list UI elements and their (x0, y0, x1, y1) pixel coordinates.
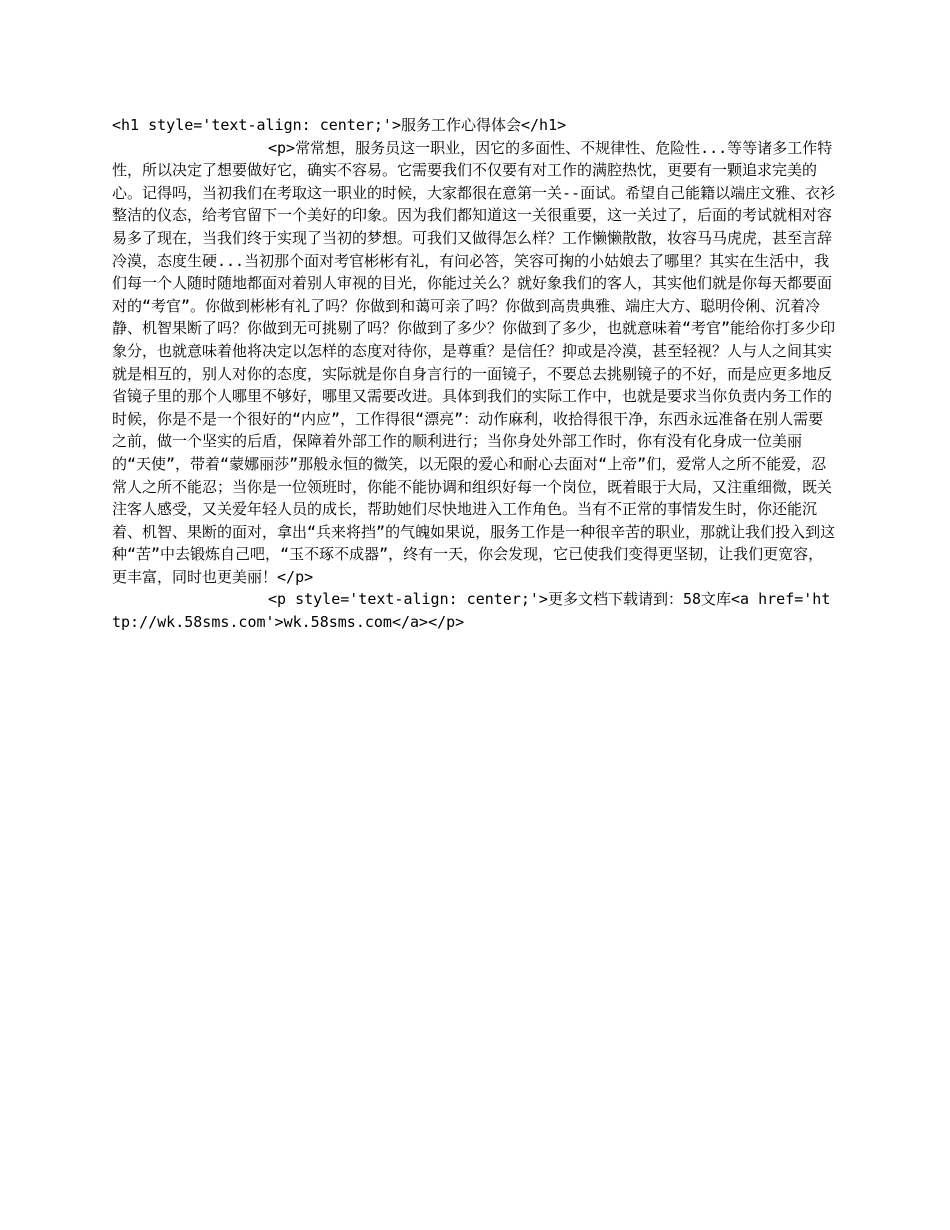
heading-source-line: <h1 style='text-align: center;'>服务工作心得体会</h1> (112, 116, 567, 134)
body-paragraph-source: <p>常常想，服务员这一职业，因它的多面性、不规律性、危险性...等等诸多工作特性，所以决定了想要做好它，确实不容易。它需要我们不仅要有对工作的满腔热忱，更要有一颗追求完美的心。记得吗，当初我们在考取这一职业的时候，大家都很在意第一关--面试。希望自己能籍以端庄文雅、衣衫整洁的仪态，给考官留下一个美好的印象。因为我们都知道这一关很重要，这一关过了，后面的考试就相对容易多了现在，当我们终于实现了当初的梦想。可我们又做得怎么样？工作懒懒散散，妆容马马虎虎，甚至言辞冷漠，态度生硬...当初那个面对考官彬彬有礼，有问必答，笑容可掬的小姑娘去了哪里？其实在生活中，我们每一个人随时随地都面对着别人审视的目光，你能过关么？就好象我们的客人，其实他们就是你每天都要面对的“考官”。你做到彬彬有礼了吗？你做到和蔼可亲了吗？你做到高贵典雅、端庄大方、聪明伶俐、沉着冷静、机智果断了吗？你做到无可挑剔了吗？你做到了多少？你做到了多少，也就意味着“考官”能给你打多少印象分，也就意味着他将决定以怎样的态度对待你，是尊重？是信任？抑或是冷漠，甚至轻视？人与人之间其实就是相互的，别人对你的态度，实际就是你自身言行的一面镜子，不要总去挑剔镜子的不好，而是应更多地反省镜子里的那个人哪里不够好，哪里又需要改进。具体到我们的实际工作中，也就是要求当你负责内务工作的时候，你是不是一个很好的“内应”，工作得很“漂亮”：动作麻利，收拾得很干净，东西永远准备在别人需要之前，做一个坚实的后盾，保障着外部工作的顺利进行；当你身处外部工作时，你有没有化身成一位美丽的“天使”，带着“蒙娜丽莎”那般永恒的微笑，以无限的爱心和耐心去面对“上帝”们，爱常人之所不能爱，忍常人之所不能忍；当你是一位领班时，你能不能协调和组织好每一个岗位，既着眼于大局，又注重细微，既关注客人感受，又关爱年轻人员的成长，帮助她们尽快地进入工作角色。当有不正常的事情发生时，你还能沉着、机智、果断的面对，拿出“兵来将挡”的气魄如果说，服务工作是一种很辛苦的职业，那就让我们投入到这种“苦”中去锻炼自己吧，“玉不琢不成器”，终有一天，你会发现，它已使我们变得更坚韧，让我们更宽容，更丰富，同时也更美丽！</p> (112, 138, 836, 586)
document-page (112, 114, 838, 634)
footer-source-line: <p style='text-align: center;'>更多文档下载请到：58文库<a href='http://wk.58sms.com'>wk.58sms.com</a></p> (112, 590, 831, 632)
